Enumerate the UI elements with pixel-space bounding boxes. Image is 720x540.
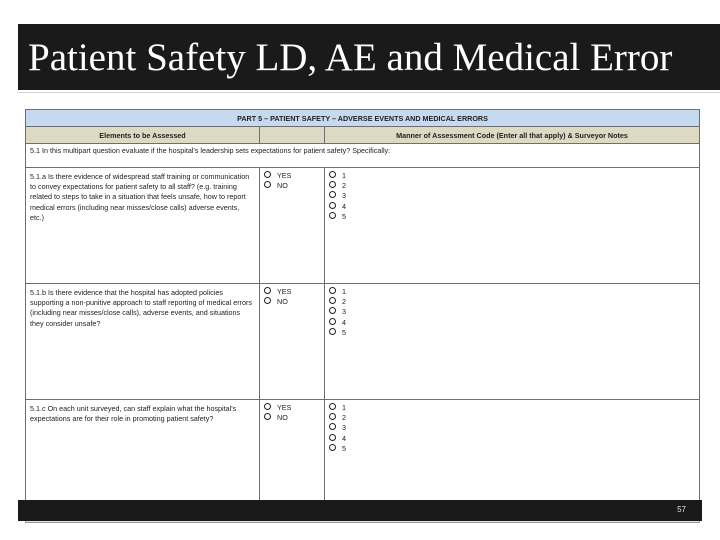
- code-option[interactable]: [329, 191, 695, 201]
- radio-icon[interactable]: [329, 318, 336, 325]
- intro-row: [26, 144, 700, 168]
- intro-text: 5.1 In this multipart question evaluate if the hospital's leadership sets expectations for patient safety? Specifically:: [26, 144, 700, 168]
- question-text: 5.1.a Is there evidence of widespread staff training or communication to convey expectations for patient safety to all staff? (e.g. training related to steps to take in a situation that feels unsafe, how to report medical errors (including near misses/close calls) adverse events, etc.): [26, 168, 260, 284]
- yes-option[interactable]: [264, 171, 320, 181]
- code-label: 3: [342, 423, 346, 433]
- question-text: 5.1.b Is there evidence that the hospital has adopted policies supporting a non-punitive approach to staff reporting of medical errors (including near misses/close calls), adverse events, and situations they consider unsafe?: [26, 284, 260, 400]
- radio-icon[interactable]: [329, 403, 336, 410]
- title-bar: [18, 24, 720, 90]
- radio-icon[interactable]: [329, 297, 336, 304]
- code-option[interactable]: [329, 287, 695, 297]
- question-row: [26, 168, 700, 284]
- no-label: NO: [277, 297, 288, 307]
- code-label: 3: [342, 191, 346, 201]
- yes-option[interactable]: [264, 403, 320, 413]
- part-header: PART 5 – PATIENT SAFETY – ADVERSE EVENTS AND MEDICAL ERRORS: [26, 110, 700, 127]
- radio-icon[interactable]: [329, 444, 336, 451]
- radio-icon[interactable]: [329, 434, 336, 441]
- code-option[interactable]: [329, 444, 695, 454]
- code-option[interactable]: [329, 202, 695, 212]
- radio-icon[interactable]: [329, 423, 336, 430]
- footer-bar: [18, 500, 702, 521]
- code-label: 1: [342, 287, 346, 296]
- yes-label: YES: [277, 171, 292, 180]
- slide-title: Patient Safety LD, AE and Medical Error: [28, 36, 673, 79]
- code-label: 2: [342, 181, 346, 191]
- yes-no-cell: [260, 284, 325, 400]
- code-label: 4: [342, 433, 346, 443]
- code-option[interactable]: [329, 328, 695, 338]
- question-text: 5.1.c On each unit surveyed, can staff explain what the hospital's expectations are for their role in promoting patient safety?: [26, 400, 260, 516]
- radio-icon[interactable]: [329, 212, 336, 219]
- yes-no-cell: [260, 400, 325, 516]
- col-header-blank: [260, 127, 325, 144]
- question-row: [26, 400, 700, 516]
- code-option[interactable]: [329, 171, 695, 181]
- no-option[interactable]: [264, 181, 320, 191]
- code-option[interactable]: [329, 307, 695, 317]
- radio-icon[interactable]: [329, 413, 336, 420]
- code-label: 3: [342, 307, 346, 317]
- radio-icon[interactable]: [329, 191, 336, 198]
- radio-icon[interactable]: [329, 171, 336, 178]
- no-option[interactable]: [264, 297, 320, 307]
- no-option[interactable]: [264, 413, 320, 423]
- question-row: [26, 284, 700, 400]
- radio-icon[interactable]: [264, 403, 271, 410]
- col-header-elements: Elements to be Assessed: [26, 127, 260, 144]
- radio-icon[interactable]: [329, 202, 336, 209]
- code-label: 4: [342, 201, 346, 211]
- code-option[interactable]: [329, 212, 695, 222]
- radio-icon[interactable]: [329, 181, 336, 188]
- code-label: 5: [342, 443, 346, 453]
- code-cell: [325, 168, 700, 284]
- yes-option[interactable]: [264, 287, 320, 297]
- radio-icon[interactable]: [329, 287, 336, 294]
- assessment-table: [25, 109, 700, 523]
- code-option[interactable]: [329, 413, 695, 423]
- radio-icon[interactable]: [329, 307, 336, 314]
- code-label: 1: [342, 403, 346, 412]
- radio-icon[interactable]: [264, 413, 271, 420]
- code-label: 1: [342, 171, 346, 180]
- no-label: NO: [277, 413, 288, 423]
- radio-icon[interactable]: [329, 328, 336, 335]
- code-label: 5: [342, 327, 346, 337]
- column-header-row: [26, 127, 700, 144]
- radio-icon[interactable]: [264, 181, 271, 188]
- code-label: 2: [342, 297, 346, 307]
- code-label: 5: [342, 211, 346, 221]
- radio-icon[interactable]: [264, 287, 271, 294]
- code-cell: [325, 284, 700, 400]
- code-cell: [325, 400, 700, 516]
- no-label: NO: [277, 181, 288, 191]
- code-label: 4: [342, 317, 346, 327]
- radio-icon[interactable]: [264, 171, 271, 178]
- yes-label: YES: [277, 403, 292, 412]
- code-option[interactable]: [329, 423, 695, 433]
- divider: [18, 92, 720, 93]
- code-option[interactable]: [329, 318, 695, 328]
- code-option[interactable]: [329, 434, 695, 444]
- code-option[interactable]: [329, 297, 695, 307]
- code-label: 2: [342, 413, 346, 423]
- code-option[interactable]: [329, 403, 695, 413]
- yes-no-cell: [260, 168, 325, 284]
- code-option[interactable]: [329, 181, 695, 191]
- col-header-manner: Manner of Assessment Code (Enter all that apply) & Surveyor Notes: [325, 127, 700, 144]
- page-number: 57: [677, 505, 686, 514]
- radio-icon[interactable]: [264, 297, 271, 304]
- yes-label: YES: [277, 287, 292, 296]
- part-header-row: [26, 110, 700, 127]
